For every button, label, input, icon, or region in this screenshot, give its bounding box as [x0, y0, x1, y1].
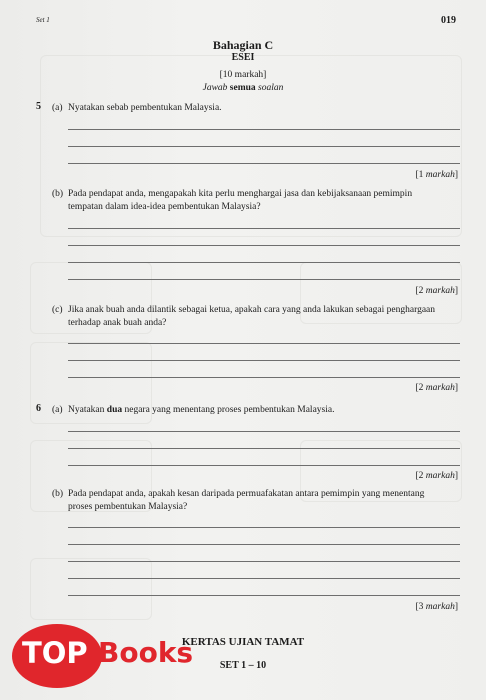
logo-text-top: TOP	[22, 636, 88, 670]
question-5a-text: Nyatakan sebab pembentukan Malaysia.	[68, 103, 222, 113]
question-5c-line2: terhadap anak buah anda?	[68, 318, 167, 328]
question-5a	[52, 102, 222, 115]
set-label: Set 1	[36, 16, 50, 24]
answer-line[interactable]	[68, 595, 460, 596]
answer-line[interactable]	[68, 343, 460, 344]
question-6b-label: (b)	[52, 489, 64, 499]
answer-line[interactable]	[68, 129, 460, 130]
question-6-number: 6	[36, 403, 41, 414]
question-6b	[52, 488, 424, 514]
answer-line[interactable]	[68, 527, 460, 528]
section-title: Bahagian C	[212, 38, 274, 52]
question-5-number: 5	[36, 101, 41, 112]
answer-line[interactable]	[68, 561, 460, 562]
answer-line[interactable]	[68, 228, 460, 229]
question-5c-marks: [2 markah]	[415, 383, 458, 393]
question-6a-text-after: negara yang menentang proses pembentukan Malaysia.	[122, 405, 335, 415]
section-subtitle: ESEI	[231, 52, 255, 63]
question-6a-marks: [2 markah]	[415, 471, 458, 481]
answer-line[interactable]	[68, 245, 460, 246]
topbooks-watermark-logo	[12, 624, 194, 690]
answer-line[interactable]	[68, 262, 460, 263]
question-6b-line2: proses pembentukan Malaysia?	[68, 502, 188, 512]
question-5c-label: (c)	[52, 305, 63, 315]
instruction-suffix: soalan	[258, 83, 284, 93]
set-range: SET 1 – 10	[219, 660, 267, 671]
answer-line[interactable]	[68, 465, 460, 466]
answer-line[interactable]	[68, 377, 460, 378]
question-5b-line2: tempatan dalam idea-idea pembentukan Malaysia?	[68, 202, 261, 212]
question-6b-marks: [3 markah]	[415, 602, 458, 612]
paper-end-title: KERTAS UJIAN TAMAT	[181, 636, 305, 648]
question-5b-label: (b)	[52, 189, 64, 199]
question-5b-marks: [2 markah]	[415, 286, 458, 296]
answer-line[interactable]	[68, 163, 460, 164]
instruction-prefix: Jawab	[202, 83, 228, 93]
instruction-bold: semua	[229, 83, 256, 93]
question-6a-text-before: Nyatakan	[68, 405, 107, 415]
answer-line[interactable]	[68, 360, 460, 361]
section-instruction	[0, 83, 486, 93]
question-5b	[52, 188, 412, 214]
answer-line[interactable]	[68, 544, 460, 545]
logo-text-books: Books	[98, 636, 194, 669]
answer-line[interactable]	[68, 431, 460, 432]
answer-line[interactable]	[68, 578, 460, 579]
question-5c	[52, 304, 435, 330]
question-6a-text-bold: dua	[106, 405, 123, 415]
question-5a-label: (a)	[52, 103, 63, 113]
section-marks: [10 markah]	[219, 70, 267, 80]
answer-line[interactable]	[68, 146, 460, 147]
question-6a-label: (a)	[52, 405, 63, 415]
page-code: 019	[441, 15, 456, 26]
question-6b-line1: Pada pendapat anda, apakah kesan daripada permuafakatan antara pemimpin yang menentang	[68, 489, 425, 499]
show-through-box-4	[30, 558, 152, 620]
question-5c-line1: Jika anak buah anda dilantik sebagai ketua, apakah cara yang anda lakukan sebagai penghargaan	[68, 305, 435, 315]
question-6a	[52, 404, 334, 417]
answer-line[interactable]	[68, 279, 460, 280]
question-5a-marks: [1 markah]	[415, 170, 458, 180]
question-5b-line1: Pada pendapat anda, mengapakah kita perlu menghargai jasa dan kebijaksanaan pemimpin	[68, 189, 413, 199]
answer-line[interactable]	[68, 448, 460, 449]
